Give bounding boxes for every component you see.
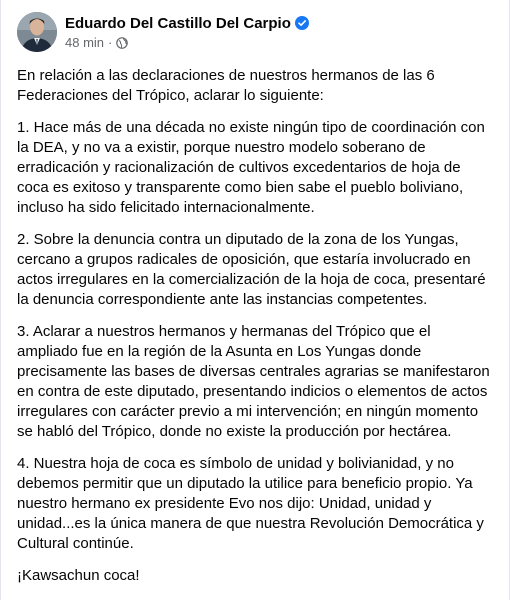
post-meta <box>65 14 309 51</box>
post-timestamp-row <box>65 35 309 51</box>
profile-photo <box>17 12 57 52</box>
post-paragraph: 3. Aclarar a nuestros hermanos y hermanas del Trópico que el ampliado fue en la región de la Asunta en Los Yungas donde precisamente las bases de diversas centrales agrarias se manifestaron en contra de este diputado, presentando indicios o elementos de actos irregulares con carácter previo a mi intervención; en ningún momento se habló del Trópico, donde no existe la producción por hectárea. <box>17 323 490 440</box>
post-time[interactable]: 48 min <box>65 34 105 50</box>
post-paragraph: ¡Kawsachun coca! <box>17 567 140 584</box>
post-paragraph: 4. Nuestra hoja de coca es símbolo de unidad y bolivianidad, y no debemos permitir que un diputado la utilice para beneficio propio. Ya nuestro hermano ex presidente Evo nos dijo: Unidad, unidad y unidad...es la única manera de que nuestra Revolución Democrática y Cultural continúe. <box>17 455 484 552</box>
post-paragraph: 1. Hace más de una década no existe ningún tipo de coordinación con la DEA, y no va a existir, porque nuestro modelo soberano de erradicación y racionalización de cultivos excedentarios de hoja de coca es exitoso y transparente como bien sabe el pueblo boliviano, incluso ha sido felicitado internacionalmente. <box>17 119 485 216</box>
avatar[interactable] <box>17 12 57 52</box>
post-body <box>1 52 509 586</box>
globe-icon[interactable] <box>116 37 128 49</box>
author-row <box>65 14 309 33</box>
post-paragraph: 2. Sobre la denuncia contra un diputado de la zona de los Yungas, cercano a grupos radicales de oposición, que estaría involucrado en actos irregulares en la comercialización de la hoja de coca, presentaré la denuncia correspondiente ante las instancias competentes. <box>17 231 486 308</box>
post-paragraph: En relación a las declaraciones de nuestros hermanos de las 6 Federaciones del Trópico, aclarar lo siguiente: <box>17 67 435 104</box>
separator-dot: · <box>108 34 113 50</box>
post-header <box>1 0 509 52</box>
author-name[interactable]: Eduardo Del Castillo Del Carpio <box>65 14 291 32</box>
verified-badge-icon <box>295 16 309 30</box>
